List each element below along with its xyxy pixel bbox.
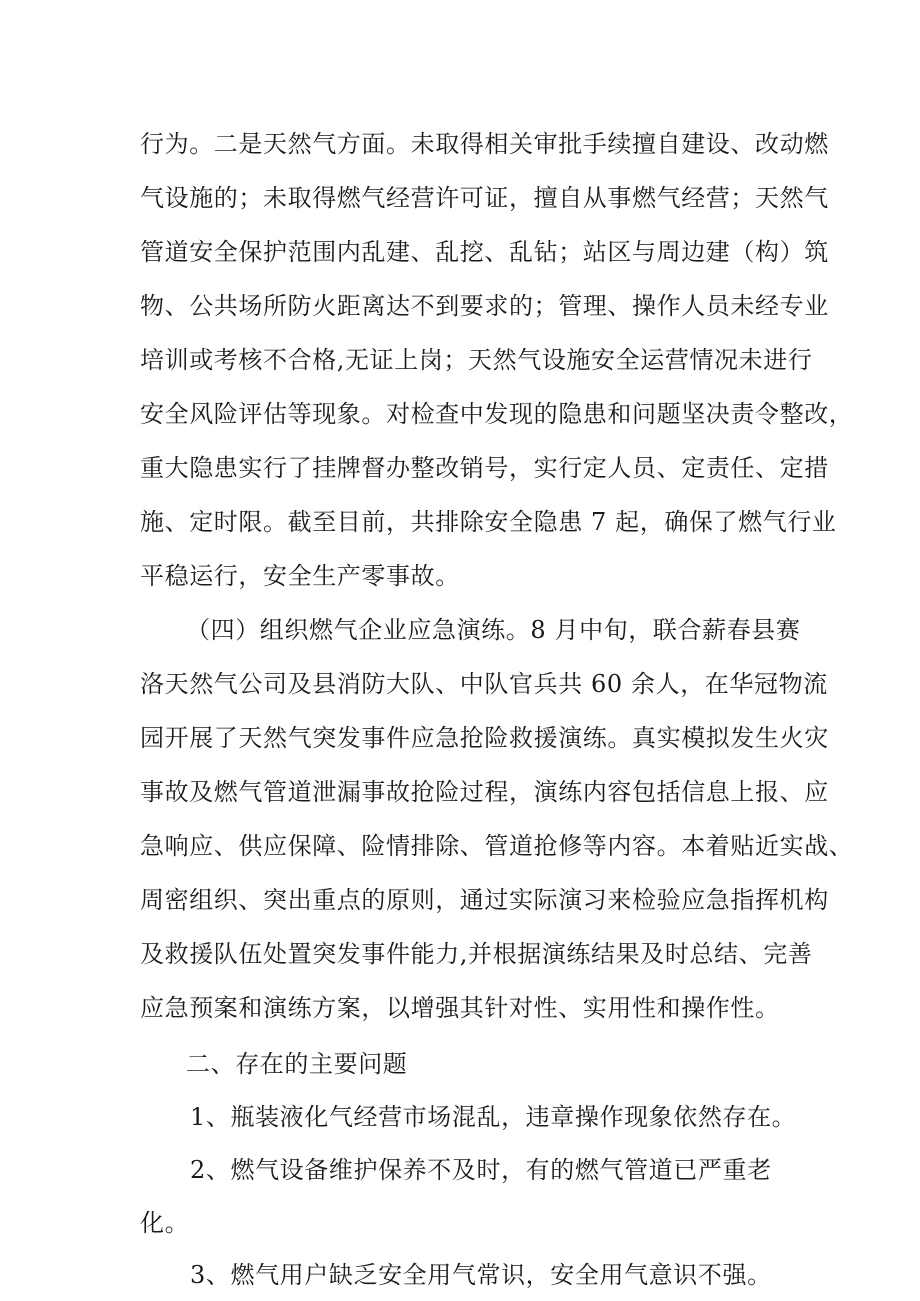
paragraph-2-line-1: （四）组织燃气企业应急演练。8 月中旬，联合薪春县赛 [186, 616, 801, 644]
problem-item-2-line-2: 化。 [140, 1209, 190, 1237]
paragraph-1-line-1: 行为。二是天然气方面。未取得相关审批手续擅自建设、改动燃 [140, 130, 829, 158]
problem-item-1: 1、瓶装液化气经营市场混乱，违章操作现象依然存在。 [190, 1103, 797, 1131]
problem-item-3: 3、燃气用户缺乏安全用气常识，安全用气意识不强。 [190, 1261, 772, 1289]
paragraph-2-line-3: 园开展了天然气突发事件应急抢险救援演练。真实模拟发生火灾 [140, 724, 829, 752]
paragraph-1-line-7: 重大隐患实行了挂牌督办整改销号，实行定人员、定责任、定措 [140, 454, 829, 482]
paragraph-1-line-9: 平稳运行，安全生产零事故。 [140, 562, 460, 590]
paragraph-1-line-6: 安全风险评估等现象。对检查中发现的隐患和问题坚决责令整改， [140, 400, 854, 428]
paragraph-1-line-8: 施、定时限。截至目前，共排除安全隐患 7 起，确保了燃气行业 [140, 508, 837, 536]
paragraph-1-line-3: 管道安全保护范围内乱建、乱挖、乱钻；站区与周边建（构）筑 [140, 238, 829, 266]
paragraph-1-line-5: 培训或考核不合格,无证上岗；天然气设施安全运营情况未进行 [140, 346, 813, 374]
paragraph-2-line-4: 事故及燃气管道泄漏事故抢险过程，演练内容包括信息上报、应 [140, 778, 829, 806]
paragraph-2-line-8: 应急预案和演练方案，以增强其针对性、实用性和操作性。 [140, 994, 780, 1022]
section-heading: 二、存在的主要问题 [186, 1050, 408, 1078]
paragraph-1-line-4: 物、公共场所防火距离达不到要求的；管理、操作人员未经专业 [140, 292, 829, 320]
problem-item-2-line-1: 2、燃气设备维护保养不及时，有的燃气管道已严重老 [190, 1156, 772, 1184]
paragraph-2-line-7: 及救援队伍处置突发事件能力,并根据演练结果及时总结、完善 [140, 940, 813, 968]
paragraph-1-line-2: 气设施的；未取得燃气经营许可证，擅自从事燃气经营；天然气 [140, 184, 829, 212]
paragraph-2-line-6: 周密组织、突出重点的原则，通过实际演习来检验应急指挥机构 [140, 886, 829, 914]
paragraph-2-line-2: 洛天然气公司及县消防大队、中队官兵共 60 余人，在华冠物流 [140, 670, 828, 698]
paragraph-2-line-5: 急响应、供应保障、险情排除、管道抢修等内容。本着贴近实战、 [140, 832, 854, 860]
